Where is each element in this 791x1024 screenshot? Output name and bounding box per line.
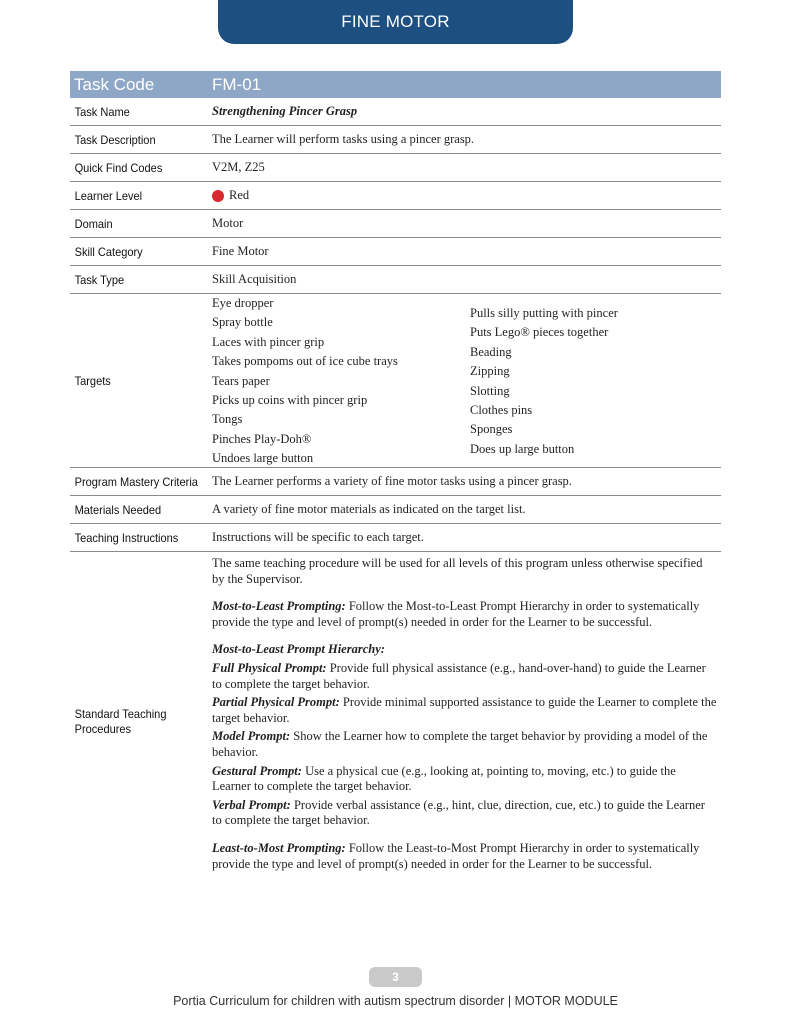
list-item: Spray bottle	[212, 315, 273, 330]
mastery-criteria-value: The Learner performs a variety of fine motor tasks using a pincer grasp.	[212, 474, 572, 488]
list-item: Pinches Play-Doh®	[212, 431, 312, 446]
list-item: Tongs	[212, 412, 243, 427]
teaching-instructions-label: Teaching Instructions	[74, 530, 179, 545]
materials-row	[70, 496, 721, 524]
materials-value: A variety of fine motor materials as indicated on the target list.	[212, 502, 526, 516]
quick-find-row	[70, 154, 721, 182]
task-table	[70, 71, 721, 892]
quick-find-label: Quick Find Codes	[74, 160, 163, 175]
task-type-value: Skill Acquisition	[212, 272, 297, 286]
procedures-label: Standard Teaching Procedures	[74, 707, 167, 736]
teaching-instructions-value: Instructions will be specific to each target.	[212, 530, 424, 544]
mtl-text: Follow the Most-to-Least Prompt Hierarchy in order to systematically provide the type and level of prompt(s) needed in order for the Learner to be successful.	[212, 599, 700, 629]
learner-level-label: Learner Level	[74, 188, 143, 203]
model-prompt-text: Show the Learner how to complete the target behavior by providing a model of the behavior.	[212, 729, 708, 759]
list-item: Clothes pins	[470, 403, 533, 418]
skill-category-label: Skill Category	[74, 244, 143, 259]
list-item: Sponges	[470, 422, 513, 437]
learner-level-value: Red	[229, 188, 250, 202]
targets-list-left	[212, 294, 470, 467]
task-description-label: Task Description	[74, 132, 156, 147]
procedures-row	[70, 552, 721, 892]
gestural-prompt-text: Use a physical cue (e.g., looking at, pointing to, moving, etc.) to guide the Learner to complete the target behavior.	[212, 763, 676, 794]
partial-physical-title: Partial Physical Prompt:	[212, 695, 340, 710]
full-physical-title: Full Physical Prompt:	[212, 660, 327, 675]
skill-category-value: Fine Motor	[212, 244, 269, 258]
task-type-label: Task Type	[74, 272, 125, 287]
list-item: Laces with pincer grip	[212, 334, 325, 349]
targets-row	[70, 294, 721, 468]
mtl-title: Most-to-Least Prompting:	[212, 599, 346, 614]
table-header-row	[70, 71, 721, 98]
list-item: Puts Lego® pieces together	[470, 325, 609, 340]
task-description-value: The Learner will perform tasks using a pincer grasp.	[212, 132, 475, 146]
list-item: Zipping	[470, 364, 510, 379]
skill-category-row	[70, 238, 721, 266]
partial-physical-text: Provide minimal supported assistance to guide the Learner to complete the target behavior.	[212, 695, 717, 725]
list-item: Does up large button	[470, 441, 575, 456]
teaching-instructions-row	[70, 524, 721, 552]
gestural-prompt-title: Gestural Prompt:	[212, 763, 302, 778]
task-type-row	[70, 266, 721, 294]
targets-label: Targets	[74, 373, 111, 388]
learner-level-row	[70, 182, 721, 210]
verbal-prompt-text: Provide verbal assistance (e.g., hint, clue, direction, cue, etc.) to guide the Learner to complete the target behavior.	[212, 797, 705, 828]
quick-find-value: V2M, Z25	[212, 160, 265, 174]
list-item: Beading	[470, 344, 512, 359]
model-prompt-title: Model Prompt:	[212, 729, 291, 744]
list-item: Tears paper	[212, 373, 270, 388]
red-level-dot-icon	[212, 190, 224, 202]
task-name-value: Strengthening Pincer Grasp	[212, 104, 358, 118]
domain-label: Domain	[74, 216, 113, 231]
list-item: Takes pompoms out of ice cube trays	[212, 354, 398, 369]
ltm-text: Follow the Least-to-Most Prompt Hierarchy in order to systematically provide the type and level of prompt(s) needed in order for the Learner to be successful.	[212, 840, 700, 871]
page-footer: Portia Curriculum for children with autism spectrum disorder | MOTOR MODULE	[173, 994, 618, 1008]
section-tab-fine-motor: FINE MOTOR	[218, 0, 573, 44]
task-name-label: Task Name	[74, 104, 130, 119]
list-item: Slotting	[470, 383, 510, 398]
list-item: Undoes large button	[212, 451, 314, 466]
list-item: Eye dropper	[212, 296, 274, 310]
full-physical-text: Provide full physical assistance (e.g., hand-over-hand) to guide the Learner to complete the target behavior.	[212, 660, 706, 691]
task-description-row	[70, 126, 721, 154]
domain-row	[70, 210, 721, 238]
page-number-badge: 3	[369, 967, 422, 987]
targets-list-right	[470, 294, 618, 467]
list-item: Picks up coins with pincer grip	[212, 393, 368, 408]
procedures-text	[206, 552, 721, 892]
verbal-prompt-title: Verbal Prompt:	[212, 797, 291, 812]
task-name-row	[70, 98, 721, 126]
materials-label: Materials Needed	[74, 502, 162, 517]
mastery-criteria-row	[70, 468, 721, 496]
task-code-label: Task Code	[74, 74, 155, 94]
list-item: Pulls silly putting with pincer	[470, 306, 618, 320]
domain-value: Motor	[212, 216, 244, 230]
procedures-intro: The same teaching procedure will be used for all levels of this program unless otherwise specified by the Supervisor.	[212, 556, 703, 586]
mastery-criteria-label: Program Mastery Criteria	[74, 474, 198, 489]
hierarchy-title: Most-to-Least Prompt Hierarchy:	[212, 642, 385, 657]
ltm-title: Least-to-Most Prompting:	[212, 840, 346, 855]
task-code-value: FM-01	[212, 74, 262, 94]
